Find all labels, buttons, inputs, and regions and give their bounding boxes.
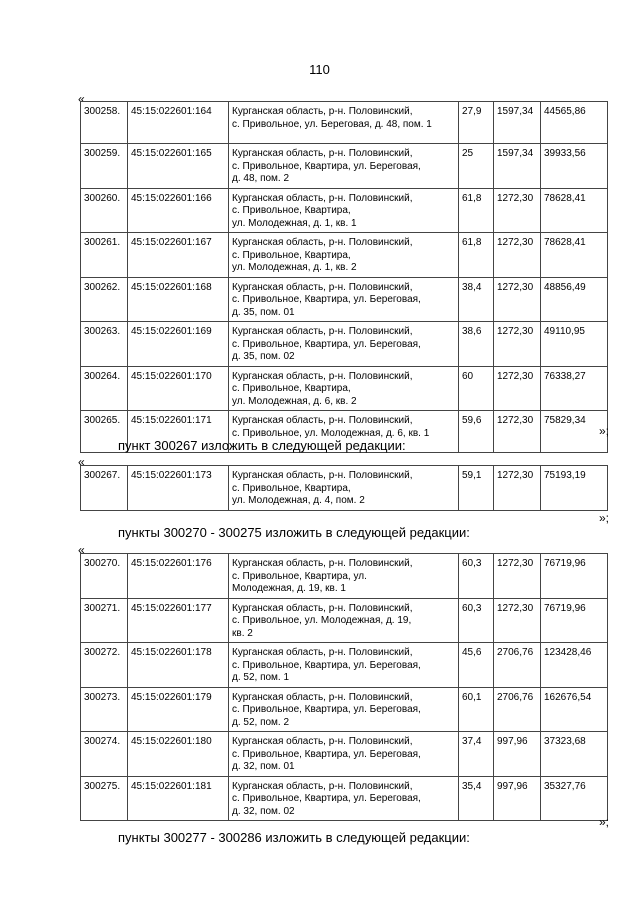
address	[229, 102, 459, 144]
area-value: 60	[459, 366, 494, 411]
address-line: д. 52, пом. 1	[232, 672, 290, 683]
cost-value: 76338,27	[541, 366, 608, 411]
address-line: с. Привольное, Квартира, ул. Береговая,	[232, 659, 421, 671]
quote-close-2: »;	[598, 511, 609, 525]
address-line: с. Привольное, Квартира, ул. Береговая,	[232, 338, 421, 350]
address-line: Курганская область, р-н. Половинский,	[232, 647, 413, 658]
address-line: с. Привольное, Квартира, ул. Береговая,	[232, 704, 421, 715]
address-line: с. Привольное, Квартира,	[232, 383, 351, 394]
cost-value: 39933,56	[541, 144, 608, 189]
table-row	[81, 554, 608, 599]
table-row	[81, 188, 608, 233]
cost-value: 162676,54	[541, 687, 608, 732]
address	[229, 466, 459, 511]
price-value: 997,96	[494, 776, 541, 821]
cost-value: 49110,95	[541, 322, 608, 367]
address	[229, 277, 459, 322]
cadastral-number: 45:15:022601:180	[128, 732, 229, 777]
row-number: 300259.	[81, 144, 128, 189]
cadastral-number: 45:15:022601:164	[128, 102, 229, 144]
address-line: с. Привольное, ул. Молодежная, д. 19,	[232, 615, 412, 626]
address-line: д. 35, пом. 01	[232, 306, 295, 318]
address-line: д. 48, пом. 2	[232, 173, 290, 184]
table-row	[81, 598, 608, 643]
address-line: с. Привольное, ул. Молодежная, д. 6, кв. 1	[232, 427, 430, 439]
area-value: 61,8	[459, 188, 494, 233]
row-number: 300262.	[81, 277, 128, 322]
cost-value: 44565,86	[541, 102, 608, 144]
cadastral-number: 45:15:022601:170	[128, 366, 229, 411]
address	[229, 144, 459, 189]
address-line: Курганская область, р-н. Половинский,	[232, 370, 413, 382]
cost-value: 75829,34	[541, 411, 608, 453]
address-line: Курганская область, р-н. Половинский,	[232, 736, 413, 747]
address-line: ул. Молодежная, д. 1, кв. 2	[232, 262, 357, 273]
address	[229, 233, 459, 278]
address-line: д. 52, пом. 2	[232, 716, 290, 728]
address-line: ул. Молодежная, д. 6, кв. 2	[232, 395, 357, 407]
table-row	[81, 277, 608, 322]
address-line: ул. Молодежная, д. 4, пом. 2	[232, 495, 365, 506]
price-value: 1597,34	[494, 144, 541, 189]
address-line: Курганская область, р-н. Половинский,	[232, 148, 413, 159]
price-value: 1272,30	[494, 598, 541, 643]
page-number: 110	[309, 62, 330, 77]
address-line: ул. Молодежная, д. 1, кв. 1	[232, 217, 357, 229]
cost-value: 35327,76	[541, 776, 608, 821]
row-number: 300265.	[81, 411, 128, 453]
cadastral-number: 45:15:022601:166	[128, 188, 229, 233]
paragraph-3: пункты 300277 - 300286 изложить в следующей редакции:	[118, 830, 470, 845]
price-value: 1597,34	[494, 102, 541, 144]
cadastral-number: 45:15:022601:165	[128, 144, 229, 189]
quote-open-2: «	[78, 455, 85, 469]
address	[229, 732, 459, 777]
area-value: 38,4	[459, 277, 494, 322]
price-value: 1272,30	[494, 277, 541, 322]
row-number: 300275.	[81, 776, 128, 821]
area-value: 61,8	[459, 233, 494, 278]
row-number: 300258.	[81, 102, 128, 144]
address	[229, 554, 459, 599]
area-value: 59,1	[459, 466, 494, 511]
area-value: 60,1	[459, 687, 494, 732]
cadastral-number: 45:15:022601:167	[128, 233, 229, 278]
row-number: 300273.	[81, 687, 128, 732]
price-value: 1272,30	[494, 554, 541, 599]
row-number: 300260.	[81, 188, 128, 233]
area-value: 59,6	[459, 411, 494, 453]
row-number: 300263.	[81, 322, 128, 367]
quote-close-3: »;	[598, 815, 609, 829]
paragraph-2: пункты 300270 - 300275 изложить в следующей редакции:	[118, 525, 470, 540]
quote-close-1: »;	[598, 424, 609, 438]
address-line: Курганская область, р-н. Половинский,	[232, 691, 413, 703]
area-value: 60,3	[459, 554, 494, 599]
address-line: Курганская область, р-н. Половинский,	[232, 281, 413, 293]
price-value: 1272,30	[494, 411, 541, 453]
address-line: с. Привольное, ул. Береговая, д. 48, пом. 1	[232, 118, 432, 130]
cadastral-number: 45:15:022601:176	[128, 554, 229, 599]
address	[229, 322, 459, 367]
address-line: кв. 2	[232, 627, 253, 639]
table-row	[81, 466, 608, 511]
table-row	[81, 643, 608, 688]
address-line: с. Привольное, Квартира, ул. Береговая,	[232, 793, 421, 804]
area-value: 60,3	[459, 598, 494, 643]
cost-value: 123428,46	[541, 643, 608, 688]
table-row	[81, 233, 608, 278]
price-value: 1272,30	[494, 322, 541, 367]
cadastral-number: 45:15:022601:178	[128, 643, 229, 688]
paragraph-1: пункт 300267 изложить в следующей редакции:	[118, 438, 406, 453]
address-line: Курганская область, р-н. Половинский,	[232, 326, 413, 337]
address-line: Курганская область, р-н. Половинский,	[232, 415, 413, 426]
row-number: 300274.	[81, 732, 128, 777]
area-value: 45,6	[459, 643, 494, 688]
table-row	[81, 732, 608, 777]
cost-value: 76719,96	[541, 554, 608, 599]
address	[229, 687, 459, 732]
price-value: 1272,30	[494, 233, 541, 278]
address-line: с. Привольное, Квартира, ул. Береговая,	[232, 748, 421, 760]
price-value: 1272,30	[494, 366, 541, 411]
cost-value: 78628,41	[541, 188, 608, 233]
address-line: Курганская область, р-н. Половинский,	[232, 602, 413, 614]
area-value: 27,9	[459, 102, 494, 144]
row-number: 300261.	[81, 233, 128, 278]
table-row	[81, 144, 608, 189]
address-line: с. Привольное, Квартира,	[232, 482, 351, 494]
address-line: д. 32, пом. 01	[232, 761, 295, 772]
cadastral-number: 45:15:022601:173	[128, 466, 229, 511]
price-value: 2706,76	[494, 643, 541, 688]
address	[229, 366, 459, 411]
table-row	[81, 102, 608, 144]
address	[229, 776, 459, 821]
table-row	[81, 366, 608, 411]
address-line: Курганская область, р-н. Половинский,	[232, 106, 413, 117]
address-line: с. Привольное, Квартира,	[232, 205, 351, 216]
address-line: д. 32, пом. 02	[232, 805, 295, 817]
table-row	[81, 776, 608, 821]
address-line: с. Привольное, Квартира,	[232, 249, 351, 261]
price-value: 2706,76	[494, 687, 541, 732]
area-value: 38,6	[459, 322, 494, 367]
price-value: 997,96	[494, 732, 541, 777]
row-number: 300270.	[81, 554, 128, 599]
address-line: с. Привольное, Квартира, ул. Береговая,	[232, 160, 421, 172]
row-number: 300272.	[81, 643, 128, 688]
address-line: Курганская область, р-н. Половинский,	[232, 558, 413, 569]
address-line: Курганская область, р-н. Половинский,	[232, 470, 413, 481]
cadastral-number: 45:15:022601:179	[128, 687, 229, 732]
quote-open-3: «	[78, 543, 85, 557]
cadastral-number: 45:15:022601:177	[128, 598, 229, 643]
address	[229, 598, 459, 643]
row-number: 300264.	[81, 366, 128, 411]
address	[229, 643, 459, 688]
price-value: 1272,30	[494, 466, 541, 511]
table-1	[80, 101, 608, 453]
cost-value: 76719,96	[541, 598, 608, 643]
cost-value: 48856,49	[541, 277, 608, 322]
cadastral-number: 45:15:022601:168	[128, 277, 229, 322]
cadastral-number: 45:15:022601:169	[128, 322, 229, 367]
address-line: Курганская область, р-н. Половинский,	[232, 780, 413, 792]
area-value: 35,4	[459, 776, 494, 821]
quote-open-1: «	[78, 92, 85, 106]
table-row	[81, 687, 608, 732]
row-number: 300267.	[81, 466, 128, 511]
address-line: Курганская область, р-н. Половинский,	[232, 192, 413, 204]
cadastral-number: 45:15:022601:171	[128, 411, 229, 453]
address-line: Курганская область, р-н. Половинский,	[232, 237, 413, 248]
table-2	[80, 465, 608, 511]
address-line: с. Привольное, Квартира, ул.	[232, 570, 367, 582]
row-number: 300271.	[81, 598, 128, 643]
cost-value: 78628,41	[541, 233, 608, 278]
area-value: 37,4	[459, 732, 494, 777]
price-value: 1272,30	[494, 188, 541, 233]
address-line: Молодежная, д. 19, кв. 1	[232, 583, 346, 594]
cost-value: 75193,19	[541, 466, 608, 511]
address-line: с. Привольное, Квартира, ул. Береговая,	[232, 294, 421, 305]
area-value: 25	[459, 144, 494, 189]
address	[229, 188, 459, 233]
address-line: д. 35, пом. 02	[232, 351, 295, 362]
cost-value: 37323,68	[541, 732, 608, 777]
cadastral-number: 45:15:022601:181	[128, 776, 229, 821]
table-3	[80, 553, 608, 821]
table-row	[81, 322, 608, 367]
